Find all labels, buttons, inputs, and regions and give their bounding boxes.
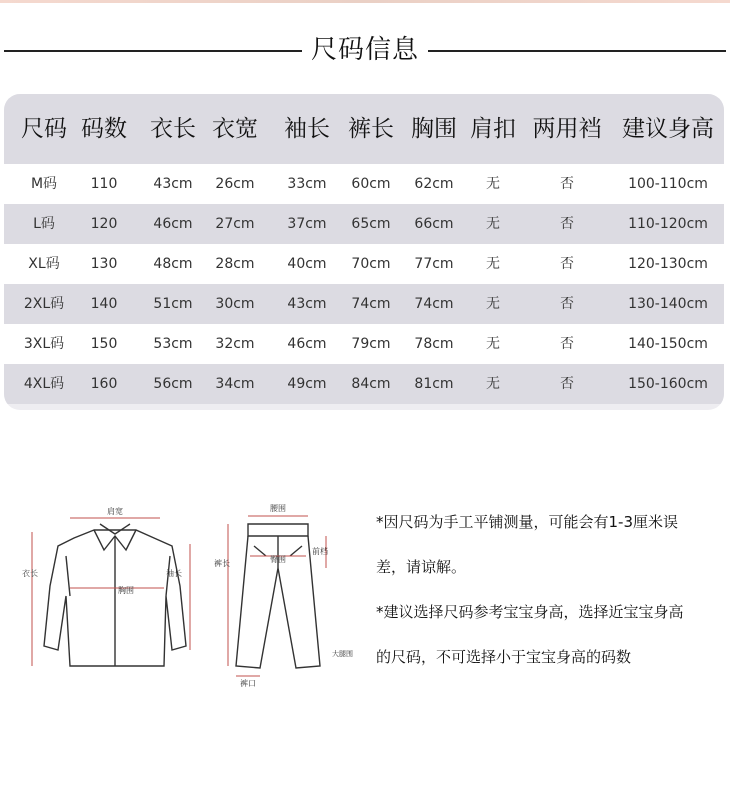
table-row <box>4 244 724 284</box>
cell-length: 51cm <box>153 296 193 312</box>
cell-shoulder: 无 <box>486 176 500 192</box>
cell-length: 43cm <box>153 176 193 192</box>
cell-width: 28cm <box>215 256 255 272</box>
shirt-illustration <box>44 524 186 666</box>
cell-sleeve: 49cm <box>287 376 327 392</box>
cell-height: 140-150cm <box>628 336 708 352</box>
cell-height: 100-110cm <box>628 176 708 192</box>
header-sleeve: 袖长 <box>284 116 330 142</box>
note-line: 差，请谅解。 <box>376 558 467 576</box>
cell-pants: 74cm <box>351 296 391 312</box>
header-width: 衣宽 <box>212 116 258 142</box>
cell-width: 26cm <box>215 176 255 192</box>
cell-shoulder: 无 <box>486 296 500 312</box>
cell-pants: 65cm <box>351 216 391 232</box>
cell-chest: 62cm <box>414 176 454 192</box>
cell-number: 150 <box>90 336 118 352</box>
cell-height: 150-160cm <box>628 376 708 392</box>
cell-chest: 78cm <box>414 336 454 352</box>
table-row <box>4 364 724 404</box>
pants-hem-label: 裤口 <box>240 679 256 688</box>
cell-pants: 60cm <box>351 176 391 192</box>
header-chest: 胸围 <box>411 116 457 142</box>
title-divider-left <box>4 50 302 52</box>
cell-size: 3XL码 <box>23 336 65 352</box>
cell-sleeve: 33cm <box>287 176 327 192</box>
section-title: 尺码信息 <box>310 35 419 65</box>
cell-crotch: 否 <box>560 176 574 192</box>
cell-size: M码 <box>30 176 58 192</box>
cell-width: 30cm <box>215 296 255 312</box>
cell-crotch: 否 <box>560 256 574 272</box>
header-pants: 裤长 <box>348 116 394 142</box>
header-length: 衣长 <box>150 116 196 142</box>
header-crotch: 两用裆 <box>532 116 602 142</box>
cell-chest: 74cm <box>414 296 454 312</box>
cell-crotch: 否 <box>560 216 574 232</box>
note-line: 的尺码，不可选择小于宝宝身高的码数 <box>376 648 632 666</box>
cell-chest: 81cm <box>414 376 454 392</box>
table-row <box>4 284 724 324</box>
cell-sleeve: 43cm <box>287 296 327 312</box>
cell-height: 120-130cm <box>628 256 708 272</box>
note-line: *因尺码为手工平铺测量，可能会有1-3厘米误 <box>376 513 679 531</box>
cell-sleeve: 46cm <box>287 336 327 352</box>
top-accent-bar <box>0 0 730 3</box>
garment-diagram <box>14 496 374 696</box>
pants-hip-label: 臀围 <box>270 555 286 564</box>
cell-number: 140 <box>90 296 118 312</box>
cell-shoulder: 无 <box>486 256 500 272</box>
header-height: 建议身高 <box>622 116 714 142</box>
cell-size: XL码 <box>28 256 60 272</box>
shirt-length-label: 衣长 <box>22 569 38 578</box>
cell-length: 53cm <box>153 336 193 352</box>
pants-thigh-label: 大腿围 <box>332 650 353 658</box>
cell-width: 27cm <box>215 216 255 232</box>
table-row <box>4 164 724 204</box>
cell-width: 32cm <box>215 336 255 352</box>
cell-shoulder: 无 <box>486 336 500 352</box>
cell-crotch: 否 <box>560 376 574 392</box>
shirt-chest-label: 胸围 <box>118 586 134 595</box>
table-row <box>4 204 724 244</box>
header-shoulder: 肩扣 <box>470 116 516 142</box>
cell-width: 34cm <box>215 376 255 392</box>
cell-pants: 70cm <box>351 256 391 272</box>
cell-height: 110-120cm <box>628 216 708 232</box>
shirt-shoulder-label: 肩宽 <box>107 507 123 516</box>
cell-length: 56cm <box>153 376 193 392</box>
table-header <box>4 94 724 164</box>
cell-number: 130 <box>90 256 118 272</box>
cell-number: 110 <box>90 176 118 192</box>
cell-length: 46cm <box>153 216 193 232</box>
cell-pants: 79cm <box>351 336 391 352</box>
section-header <box>0 28 730 72</box>
cell-number: 160 <box>90 376 118 392</box>
size-table <box>4 94 724 410</box>
note-line: *建议选择尺码参考宝宝身高，选择近宝宝身高 <box>376 603 684 621</box>
cell-chest: 77cm <box>414 256 454 272</box>
pants-waist-label: 腰围 <box>270 504 286 513</box>
cell-crotch: 否 <box>560 336 574 352</box>
header-number: 码数 <box>81 116 127 142</box>
measurement-notes <box>376 500 726 680</box>
pants-illustration <box>236 524 320 668</box>
cell-size: L码 <box>33 216 55 232</box>
title-divider-right <box>428 50 726 52</box>
table-row <box>4 324 724 364</box>
cell-pants: 84cm <box>351 376 391 392</box>
pants-rise-label: 前档 <box>312 547 328 556</box>
cell-crotch: 否 <box>560 296 574 312</box>
cell-length: 48cm <box>153 256 193 272</box>
cell-size: 2XL码 <box>23 296 65 312</box>
cell-chest: 66cm <box>414 216 454 232</box>
shirt-sleeve-label: 袖长 <box>166 569 182 578</box>
cell-number: 120 <box>90 216 118 232</box>
cell-sleeve: 40cm <box>287 256 327 272</box>
pants-length-label: 裤长 <box>214 559 230 568</box>
cell-sleeve: 37cm <box>287 216 327 232</box>
header-size: 尺码 <box>21 116 67 142</box>
cell-shoulder: 无 <box>486 216 500 232</box>
cell-height: 130-140cm <box>628 296 708 312</box>
cell-shoulder: 无 <box>486 376 500 392</box>
cell-size: 4XL码 <box>23 376 65 392</box>
